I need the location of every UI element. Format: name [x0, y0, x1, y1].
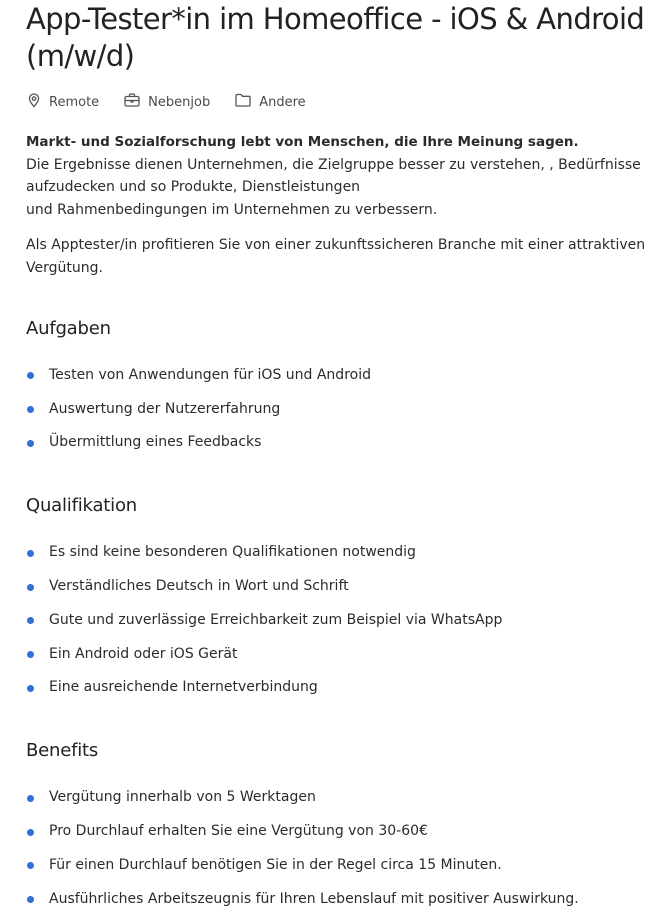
list-item: Gute und zuverlässige Erreichbarkeit zum Beispiel via WhatsApp: [26, 603, 671, 637]
bullet-icon: [27, 406, 34, 413]
qualifikation-list: [26, 535, 671, 704]
list-item: Verständliches Deutsch in Wort und Schrift: [26, 569, 671, 603]
list-item: Vergütung innerhalb von 5 Werktagen: [26, 780, 671, 814]
meta-category: [234, 92, 305, 112]
list-item: Ausführliches Arbeitszeugnis für Ihren Lebenslauf mit positiver Auswirkung.: [26, 882, 671, 916]
intro-line-2: und Rahmenbedingungen im Unternehmen zu verbessern.: [26, 201, 438, 218]
list-item: Eine ausreichende Internetverbindung: [26, 671, 671, 705]
meta-jobtype-label: Nebenjob: [148, 94, 211, 110]
bullet-icon: [27, 372, 34, 379]
job-intro: [26, 131, 671, 279]
meta-location: [26, 92, 99, 112]
intro-paragraph-2: Als Apptester/in profitieren Sie von einer zukunftssicheren Branche mit einer attraktiven Vergütung.: [26, 237, 646, 276]
section-title-qualifikation: Qualifikation: [26, 495, 137, 517]
bullet-icon: [27, 440, 34, 447]
list-item: Testen von Anwendungen für iOS und Android: [26, 358, 671, 392]
list-item: Übermittlung eines Feedbacks: [26, 426, 671, 460]
bullet-icon: [27, 862, 34, 869]
bullet-icon: [27, 617, 34, 624]
intro-lead: Markt- und Sozialforschung lebt von Menschen, die Ihre Meinung sagen.: [26, 134, 579, 150]
bullet-icon: [27, 896, 34, 903]
intro-paragraph-1: [26, 131, 671, 221]
job-title: App-Tester*in im Homeoffice - iOS & Android (m/w/d): [26, 2, 645, 73]
briefcase-icon: [123, 92, 148, 112]
list-item: Auswertung der Nutzererfahrung: [26, 392, 671, 426]
bullet-icon: [27, 651, 34, 658]
section-title-benefits: Benefits: [26, 740, 99, 762]
location-pin-icon: [26, 92, 49, 112]
bullet-icon: [27, 795, 34, 802]
bullet-icon: [27, 829, 34, 836]
list-item: Pro Durchlauf erhalten Sie eine Vergütung von 30-60€: [26, 814, 671, 848]
bullet-icon: [27, 550, 34, 557]
list-item: Ein Android oder iOS Gerät: [26, 637, 671, 671]
bullet-icon: [27, 685, 34, 692]
list-item: Für einen Durchlauf benötigen Sie in der Regel circa 15 Minuten.: [26, 848, 671, 882]
meta-location-label: Remote: [49, 94, 100, 110]
list-item: Es sind keine besonderen Qualifikationen notwendig: [26, 535, 671, 569]
job-meta: [26, 92, 671, 112]
intro-line-1: Die Ergebnisse dienen Unternehmen, die Zielgruppe besser zu verstehen, , Bedürfnisse aufzudecken und so Produkte, Dienstleistungen: [26, 156, 641, 195]
folder-icon: [234, 92, 259, 112]
meta-jobtype: [123, 92, 210, 112]
bullet-icon: [27, 584, 34, 591]
benefits-list: [26, 780, 671, 915]
aufgaben-list: [26, 358, 671, 459]
meta-category-label: Andere: [259, 94, 306, 110]
section-title-aufgaben: Aufgaben: [26, 318, 111, 339]
